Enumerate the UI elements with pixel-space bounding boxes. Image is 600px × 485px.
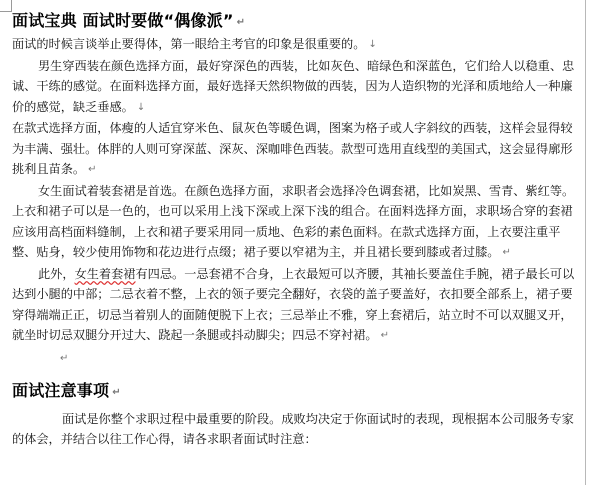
paragraph-4[interactable] <box>12 181 580 264</box>
section-heading <box>12 380 580 404</box>
page-right-border <box>585 0 586 485</box>
paragraph-2-text: 男生穿西装在颜色选择方面，最好穿深色的西装，比如灰色、暗绿色和深蓝色，它们给人以稳重、忠诚、干练的感觉。在面料选择方面，最好选择天然织物做的西装，因为人造织物的光泽和质地给人一种廉价的感觉，缺乏垂感。 <box>12 58 575 114</box>
paragraph-3-text: 在款式选择方面，体瘦的人适宜穿米色、鼠灰色等暖色调，图案为格子或人字斜纹的西装，这样会显得较为丰满、强壮。体胖的人则可穿深蓝、深灰、深咖啡色西装。款型可选用直线型的美国式，这会显得廓形挑利且苗条。 <box>12 121 573 176</box>
paragraph-mark: ↵ <box>60 352 69 364</box>
paragraph-2[interactable] <box>12 56 580 119</box>
document-title <box>12 10 580 32</box>
paragraph-mark: ↵ <box>88 164 97 175</box>
manual-break-mark: ↓ <box>368 39 377 50</box>
paragraph-5[interactable] <box>12 264 580 347</box>
paragraph-3[interactable] <box>12 118 580 181</box>
section-2-paragraph-1-text: 面试是你整个求职过程中最重要的阶段。成败均决定于你面试时的表现，现根据本公司服务专家的体会，并结合以往工作心得，请各求职者面试时注意： <box>12 411 574 446</box>
paragraph-mark: ↵ <box>380 330 390 341</box>
paragraph-1-text: 面试的时候言谈举止要得体，第一眼给主考官的印象是很重要的。 <box>12 37 366 51</box>
spellcheck-underlined-text[interactable]: 女生着套裙 <box>74 266 136 281</box>
paragraph-5-prefix: 此外， <box>38 266 75 281</box>
paragraph-5-rest: 有四忌。一忌套裙不合身，上衣最短可以齐腰，其袖长要盖住手腕，裙子最长可以达到小腿的中部；二忌衣着不整，上衣的领子要完全翻好，衣袋的盖子要盖好，衣扣要全部系上，裙子要穿得端端正正，切忌当着别人的面随便脱下上衣；三忌举止不雅，穿上套裙后，站立时不可以双腿叉开，就坐时切忌双腿分开过大、跷起一条腿或抖动脚尖；四忌不穿衬裙。 <box>12 266 575 342</box>
document-content[interactable] <box>12 10 580 450</box>
section-heading-text: 面试注意事项 <box>12 380 110 400</box>
paragraph-4-text: 女生面试着装套裙是首选。在颜色选择方面，求职者会选择冷色调套裙，比如炭黑、雪青、紫红等。上衣和裙子可以是一色的，也可以采用上浅下深或上深下浅的组合。在面料选择方面，求职场合穿的套裙应该用高档面料缝制，上衣和裙子要采用同一质地、色彩的素色面料。在款式选择方面，上衣要注重平整、贴身，较少使用饰物和花边进行点缀；裙子要以窄裙为主，并且裙长要到膝或者过膝。 <box>12 183 575 259</box>
manual-break-mark: ↓ <box>136 101 146 113</box>
empty-paragraph[interactable] <box>12 347 580 368</box>
paragraph-mark: ↵ <box>236 17 246 28</box>
top-left-crop-mark <box>0 0 12 12</box>
document-title-text: 面试宝典 面试时要做“偶像派” <box>12 11 234 30</box>
section-2-paragraph-1[interactable] <box>12 409 580 450</box>
paragraph-1[interactable] <box>12 34 580 56</box>
paragraph-mark: ↵ <box>112 386 121 398</box>
paragraph-mark: ↵ <box>502 247 511 258</box>
